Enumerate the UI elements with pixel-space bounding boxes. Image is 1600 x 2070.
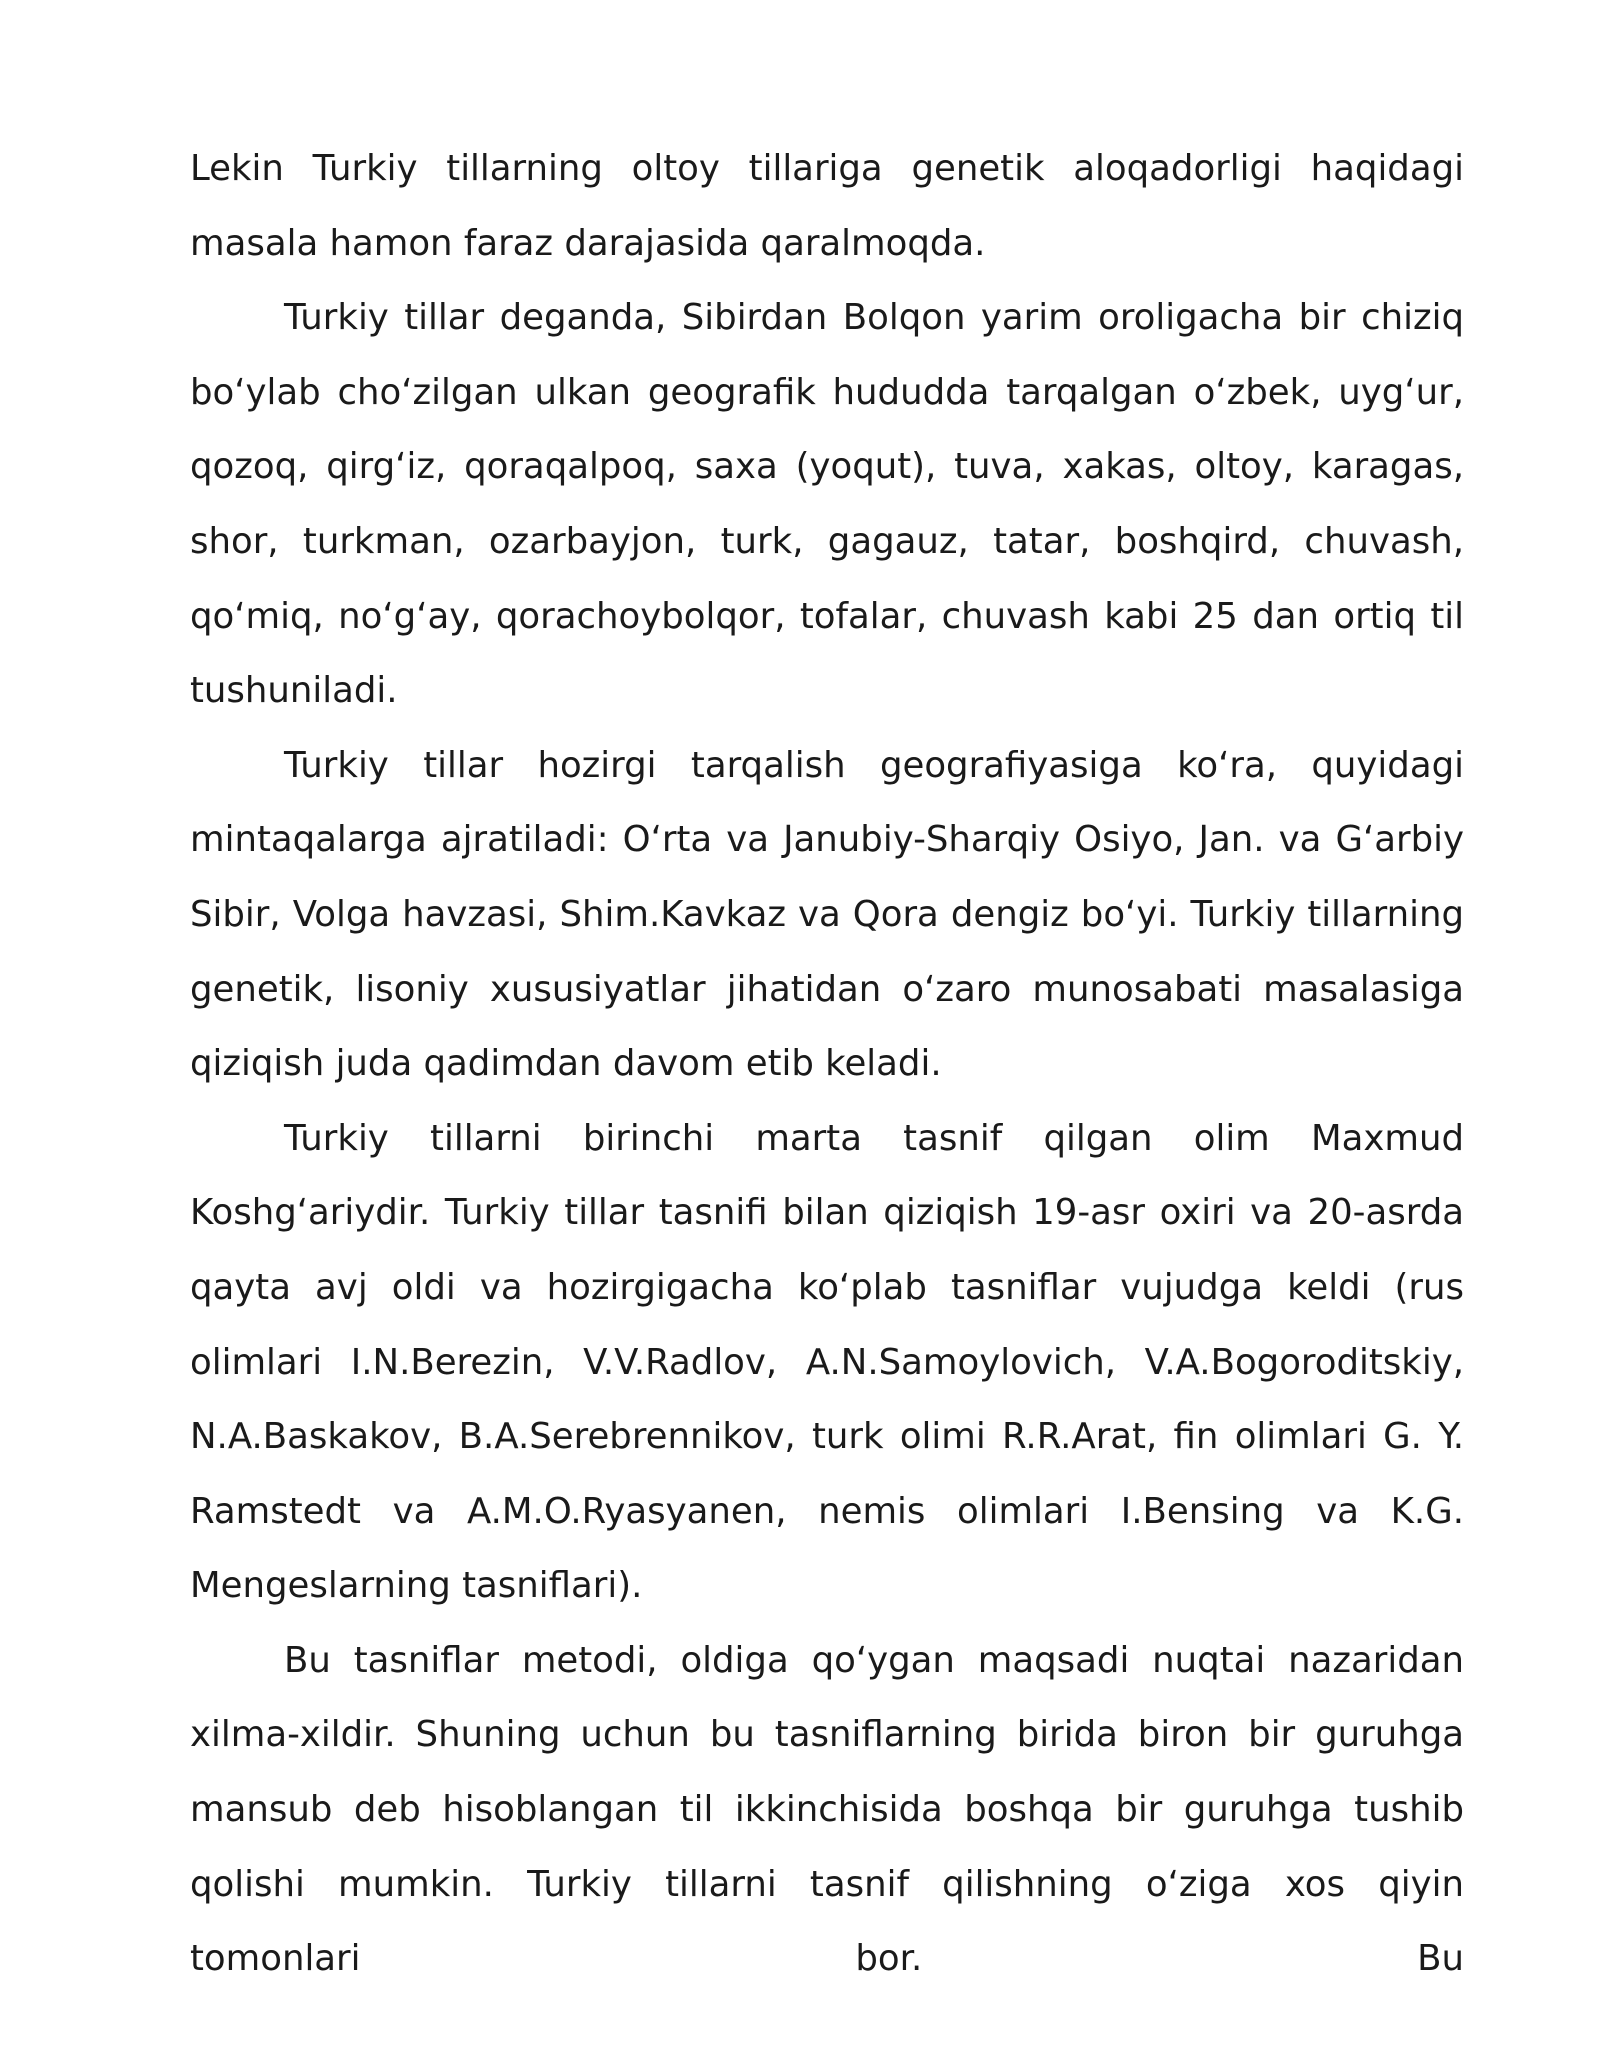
paragraph-3: Turkiy tillar hozirgi tarqalish geografiyasiga koʻra, quyidagi mintaqalarga ajratiladi: Oʻrta va Janubiy-Sharqiy Osiyo, Jan. va Gʻarbiy Sibir, Volga havzasi, Shim.Kavkaz va Qora dengiz boʻyi. Turkiy tillarning genetik, lisoniy xususiyatlar jihatidan oʻzaro munosabati masalasiga qiziqish juda qadimdan davom etib keladi. (190, 744, 1464, 1085)
paragraph-5: Bu tasniflar metodi, oldiga qoʻygan maqsadi nuqtai nazaridan xilma-xildir. Shuning uchun bu tasniflarning birida biron bir guruhga mansub deb hisoblangan til ikkinchisida boshqa bir guruhga tushib qolishi mumkin. Turkiy tillarni tasnif qilishning oʻziga xos qiyin tomonlari bor. Bu (190, 1639, 1464, 1980)
paragraph-1: Lekin Turkiy tillarning oltoy tillariga genetik aloqadorligi haqidagi masala hamon faraz darajasida qaralmoqda. (190, 148, 1464, 264)
paragraph-4: Turkiy tillarni birinchi marta tasnif qilgan olim Maxmud Koshgʻariydir. Turkiy tillar tasnifi bilan qiziqish 19-asr oxiri va 20-asrda qayta avj oldi va hozirgigacha koʻplab tasniflar vujudga keldi (rus olimlari I.N.Berezin, V.V.Radlov, A.N.Samoylovich, V.A.Bogoroditskiy, N.A.Baskakov, B.A.Serebrennikov, turk olimi R.R.Arat, fin olimlari G. Y. Ramstedt va A.M.O.Ryasyanen, nemis olimlari I.Bensing va K.G. Mengeslarning tasniflari). (190, 1117, 1464, 1607)
paragraph-2: Turkiy tillar deganda, Sibirdan Bolqon yarim oroligacha bir chiziq boʻylab choʻzilgan ulkan geografik hududda tarqalgan oʻzbek, uygʻur, qozoq, qirgʻiz, qoraqalpoq, saxa (yoqut), tuva, xakas, oltoy, karagas, shor, turkman, ozarbayjon, turk, gagauz, tatar, boshqird, chuvash, qoʻmiq, noʻgʻay, qorachoybolqor, tofalar, chuvash kabi 25 dan ortiq til tushuniladi. (190, 297, 1464, 712)
document-body (190, 132, 1464, 1997)
